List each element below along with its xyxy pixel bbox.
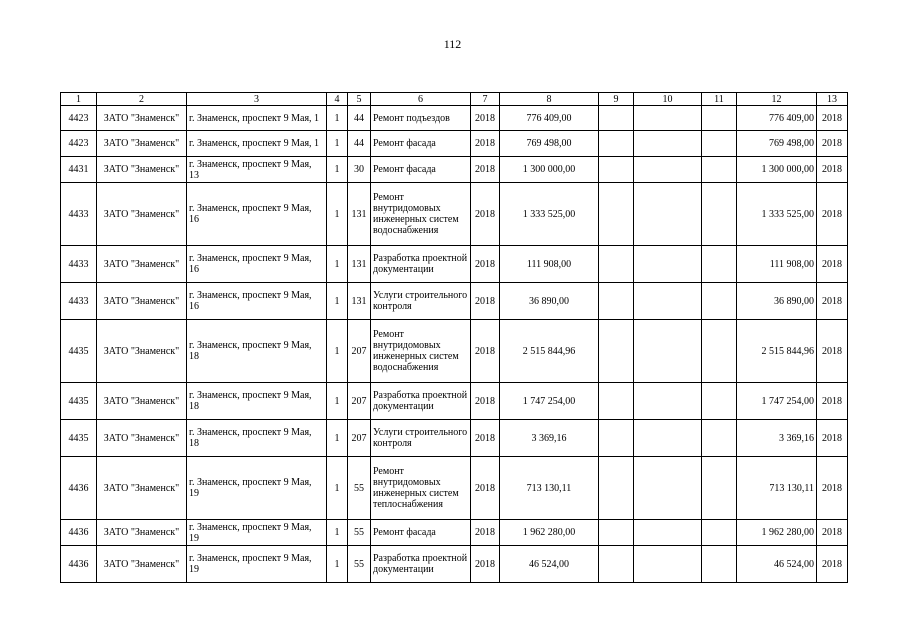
- cell-col-3: г. Знаменск, проспект 9 Мая, 16: [187, 283, 327, 320]
- cell-col-11: [702, 520, 737, 546]
- cell-col-13: 2018: [817, 157, 848, 183]
- table-row: [61, 131, 848, 157]
- cell-col-2: ЗАТО "Знаменск": [97, 457, 187, 520]
- table-row: [61, 320, 848, 383]
- cell-col-10: [634, 283, 702, 320]
- cell-col-10: [634, 183, 702, 246]
- cell-col-1: 4436: [61, 457, 97, 520]
- cell-col-8: 36 890,00: [500, 283, 599, 320]
- cell-col-11: [702, 157, 737, 183]
- cell-col-3: г. Знаменск, проспект 9 Мая, 16: [187, 246, 327, 283]
- cell-col-3: г. Знаменск, проспект 9 Мая, 19: [187, 520, 327, 546]
- cell-col-11: [702, 457, 737, 520]
- cell-col-1: 4435: [61, 420, 97, 457]
- cell-col-3: г. Знаменск, проспект 9 Мая, 16: [187, 183, 327, 246]
- cell-col-8: 769 498,00: [500, 131, 599, 157]
- cell-col-4: 1: [327, 420, 348, 457]
- cell-col-1: 4433: [61, 283, 97, 320]
- cell-col-2: ЗАТО "Знаменск": [97, 246, 187, 283]
- cell-col-1: 4436: [61, 546, 97, 583]
- cell-col-13: 2018: [817, 183, 848, 246]
- cell-col-7: 2018: [471, 457, 500, 520]
- cell-col-5: 207: [348, 420, 371, 457]
- column-header-2: 2: [97, 93, 187, 106]
- cell-col-10: [634, 383, 702, 420]
- cell-col-4: 1: [327, 157, 348, 183]
- cell-col-7: 2018: [471, 546, 500, 583]
- cell-col-1: 4436: [61, 520, 97, 546]
- cell-col-4: 1: [327, 520, 348, 546]
- cell-col-13: 2018: [817, 320, 848, 383]
- table-row: [61, 383, 848, 420]
- cell-col-11: [702, 420, 737, 457]
- table-row: [61, 157, 848, 183]
- cell-col-12: 776 409,00: [737, 106, 817, 131]
- table-body: [61, 106, 848, 583]
- cell-col-11: [702, 320, 737, 383]
- cell-col-13: 2018: [817, 420, 848, 457]
- cell-col-2: ЗАТО "Знаменск": [97, 131, 187, 157]
- cell-col-7: 2018: [471, 520, 500, 546]
- cell-col-11: [702, 383, 737, 420]
- cell-col-9: [599, 246, 634, 283]
- cell-col-2: ЗАТО "Знаменск": [97, 283, 187, 320]
- column-header-5: 5: [348, 93, 371, 106]
- cell-col-5: 207: [348, 320, 371, 383]
- cell-col-2: ЗАТО "Знаменск": [97, 546, 187, 583]
- cell-col-3: г. Знаменск, проспект 9 Мая, 1: [187, 131, 327, 157]
- cell-col-8: 2 515 844,96: [500, 320, 599, 383]
- cell-col-6: Услуги строительного контроля: [371, 420, 471, 457]
- cell-col-11: [702, 106, 737, 131]
- cell-col-10: [634, 320, 702, 383]
- cell-col-13: 2018: [817, 383, 848, 420]
- column-header-13: 13: [817, 93, 848, 106]
- cell-col-4: 1: [327, 283, 348, 320]
- cell-col-2: ЗАТО "Знаменск": [97, 383, 187, 420]
- cell-col-4: 1: [327, 183, 348, 246]
- column-header-6: 6: [371, 93, 471, 106]
- column-header-7: 7: [471, 93, 500, 106]
- cell-col-5: 131: [348, 283, 371, 320]
- cell-col-5: 55: [348, 457, 371, 520]
- register-table: [60, 92, 848, 583]
- cell-col-6: Ремонт внутридомовых инженерных систем водоснабжения: [371, 183, 471, 246]
- cell-col-4: 1: [327, 131, 348, 157]
- cell-col-7: 2018: [471, 420, 500, 457]
- cell-col-11: [702, 246, 737, 283]
- cell-col-12: 36 890,00: [737, 283, 817, 320]
- cell-col-10: [634, 546, 702, 583]
- cell-col-9: [599, 546, 634, 583]
- cell-col-3: г. Знаменск, проспект 9 Мая, 18: [187, 420, 327, 457]
- cell-col-8: 713 130,11: [500, 457, 599, 520]
- cell-col-5: 44: [348, 131, 371, 157]
- cell-col-5: 30: [348, 157, 371, 183]
- cell-col-13: 2018: [817, 131, 848, 157]
- cell-col-5: 55: [348, 520, 371, 546]
- cell-col-12: 713 130,11: [737, 457, 817, 520]
- cell-col-5: 207: [348, 383, 371, 420]
- cell-col-7: 2018: [471, 106, 500, 131]
- cell-col-1: 4433: [61, 183, 97, 246]
- cell-col-10: [634, 246, 702, 283]
- cell-col-2: ЗАТО "Знаменск": [97, 157, 187, 183]
- cell-col-2: ЗАТО "Знаменск": [97, 106, 187, 131]
- cell-col-9: [599, 383, 634, 420]
- cell-col-9: [599, 157, 634, 183]
- cell-col-6: Ремонт внутридомовых инженерных систем теплоснабжения: [371, 457, 471, 520]
- cell-col-4: 1: [327, 106, 348, 131]
- column-header-4: 4: [327, 93, 348, 106]
- cell-col-10: [634, 420, 702, 457]
- column-header-10: 10: [634, 93, 702, 106]
- cell-col-2: ЗАТО "Знаменск": [97, 320, 187, 383]
- cell-col-9: [599, 320, 634, 383]
- cell-col-4: 1: [327, 320, 348, 383]
- table-row: [61, 520, 848, 546]
- cell-col-3: г. Знаменск, проспект 9 Мая, 19: [187, 546, 327, 583]
- cell-col-11: [702, 183, 737, 246]
- table-row: [61, 420, 848, 457]
- cell-col-6: Разработка проектной документации: [371, 246, 471, 283]
- cell-col-12: 46 524,00: [737, 546, 817, 583]
- cell-col-6: Разработка проектной документации: [371, 383, 471, 420]
- column-header-12: 12: [737, 93, 817, 106]
- cell-col-3: г. Знаменск, проспект 9 Мая, 18: [187, 383, 327, 420]
- cell-col-13: 2018: [817, 106, 848, 131]
- cell-col-3: г. Знаменск, проспект 9 Мая, 13: [187, 157, 327, 183]
- header-row: [61, 93, 848, 106]
- cell-col-7: 2018: [471, 320, 500, 383]
- cell-col-6: Разработка проектной документации: [371, 546, 471, 583]
- cell-col-6: Ремонт фасада: [371, 520, 471, 546]
- cell-col-8: 776 409,00: [500, 106, 599, 131]
- cell-col-8: 111 908,00: [500, 246, 599, 283]
- cell-col-12: 1 333 525,00: [737, 183, 817, 246]
- cell-col-2: ЗАТО "Знаменск": [97, 520, 187, 546]
- cell-col-12: 2 515 844,96: [737, 320, 817, 383]
- cell-col-12: 3 369,16: [737, 420, 817, 457]
- column-header-8: 8: [500, 93, 599, 106]
- table-row: [61, 183, 848, 246]
- table-row: [61, 246, 848, 283]
- cell-col-11: [702, 546, 737, 583]
- cell-col-3: г. Знаменск, проспект 9 Мая, 1: [187, 106, 327, 131]
- cell-col-6: Ремонт внутридомовых инженерных систем водоснабжения: [371, 320, 471, 383]
- cell-col-4: 1: [327, 457, 348, 520]
- cell-col-13: 2018: [817, 246, 848, 283]
- cell-col-13: 2018: [817, 546, 848, 583]
- cell-col-12: 111 908,00: [737, 246, 817, 283]
- cell-col-6: Услуги строительного контроля: [371, 283, 471, 320]
- cell-col-8: 3 369,16: [500, 420, 599, 457]
- cell-col-10: [634, 157, 702, 183]
- cell-col-5: 131: [348, 183, 371, 246]
- cell-col-10: [634, 106, 702, 131]
- cell-col-6: Ремонт подъездов: [371, 106, 471, 131]
- table-header: [61, 93, 848, 106]
- cell-col-7: 2018: [471, 131, 500, 157]
- cell-col-9: [599, 131, 634, 157]
- cell-col-4: 1: [327, 246, 348, 283]
- table-row: [61, 283, 848, 320]
- cell-col-5: 55: [348, 546, 371, 583]
- cell-col-1: 4423: [61, 131, 97, 157]
- cell-col-5: 131: [348, 246, 371, 283]
- cell-col-7: 2018: [471, 283, 500, 320]
- table-row: [61, 546, 848, 583]
- page-number: 112: [443, 37, 462, 51]
- cell-col-7: 2018: [471, 183, 500, 246]
- cell-col-1: 4435: [61, 383, 97, 420]
- cell-col-12: 1 962 280,00: [737, 520, 817, 546]
- table-row: [61, 106, 848, 131]
- cell-col-9: [599, 283, 634, 320]
- table-row: [61, 457, 848, 520]
- cell-col-1: 4431: [61, 157, 97, 183]
- cell-col-4: 1: [327, 546, 348, 583]
- cell-col-1: 4435: [61, 320, 97, 383]
- cell-col-1: 4433: [61, 246, 97, 283]
- cell-col-6: Ремонт фасада: [371, 157, 471, 183]
- cell-col-10: [634, 457, 702, 520]
- cell-col-3: г. Знаменск, проспект 9 Мая, 19: [187, 457, 327, 520]
- cell-col-12: 769 498,00: [737, 131, 817, 157]
- cell-col-9: [599, 183, 634, 246]
- column-header-11: 11: [702, 93, 737, 106]
- cell-col-7: 2018: [471, 246, 500, 283]
- cell-col-12: 1 300 000,00: [737, 157, 817, 183]
- cell-col-5: 44: [348, 106, 371, 131]
- cell-col-10: [634, 131, 702, 157]
- cell-col-10: [634, 520, 702, 546]
- cell-col-8: 1 300 000,00: [500, 157, 599, 183]
- cell-col-9: [599, 457, 634, 520]
- cell-col-11: [702, 283, 737, 320]
- cell-col-12: 1 747 254,00: [737, 383, 817, 420]
- cell-col-8: 1 962 280,00: [500, 520, 599, 546]
- cell-col-3: г. Знаменск, проспект 9 Мая, 18: [187, 320, 327, 383]
- cell-col-11: [702, 131, 737, 157]
- cell-col-13: 2018: [817, 283, 848, 320]
- cell-col-13: 2018: [817, 457, 848, 520]
- cell-col-9: [599, 420, 634, 457]
- column-header-1: 1: [61, 93, 97, 106]
- cell-col-1: 4423: [61, 106, 97, 131]
- cell-col-2: ЗАТО "Знаменск": [97, 420, 187, 457]
- cell-col-7: 2018: [471, 383, 500, 420]
- cell-col-8: 1 333 525,00: [500, 183, 599, 246]
- column-header-9: 9: [599, 93, 634, 106]
- column-header-3: 3: [187, 93, 327, 106]
- cell-col-6: Ремонт фасада: [371, 131, 471, 157]
- cell-col-9: [599, 106, 634, 131]
- cell-col-7: 2018: [471, 157, 500, 183]
- cell-col-2: ЗАТО "Знаменск": [97, 183, 187, 246]
- cell-col-9: [599, 520, 634, 546]
- cell-col-13: 2018: [817, 520, 848, 546]
- cell-col-8: 46 524,00: [500, 546, 599, 583]
- cell-col-8: 1 747 254,00: [500, 383, 599, 420]
- cell-col-4: 1: [327, 383, 348, 420]
